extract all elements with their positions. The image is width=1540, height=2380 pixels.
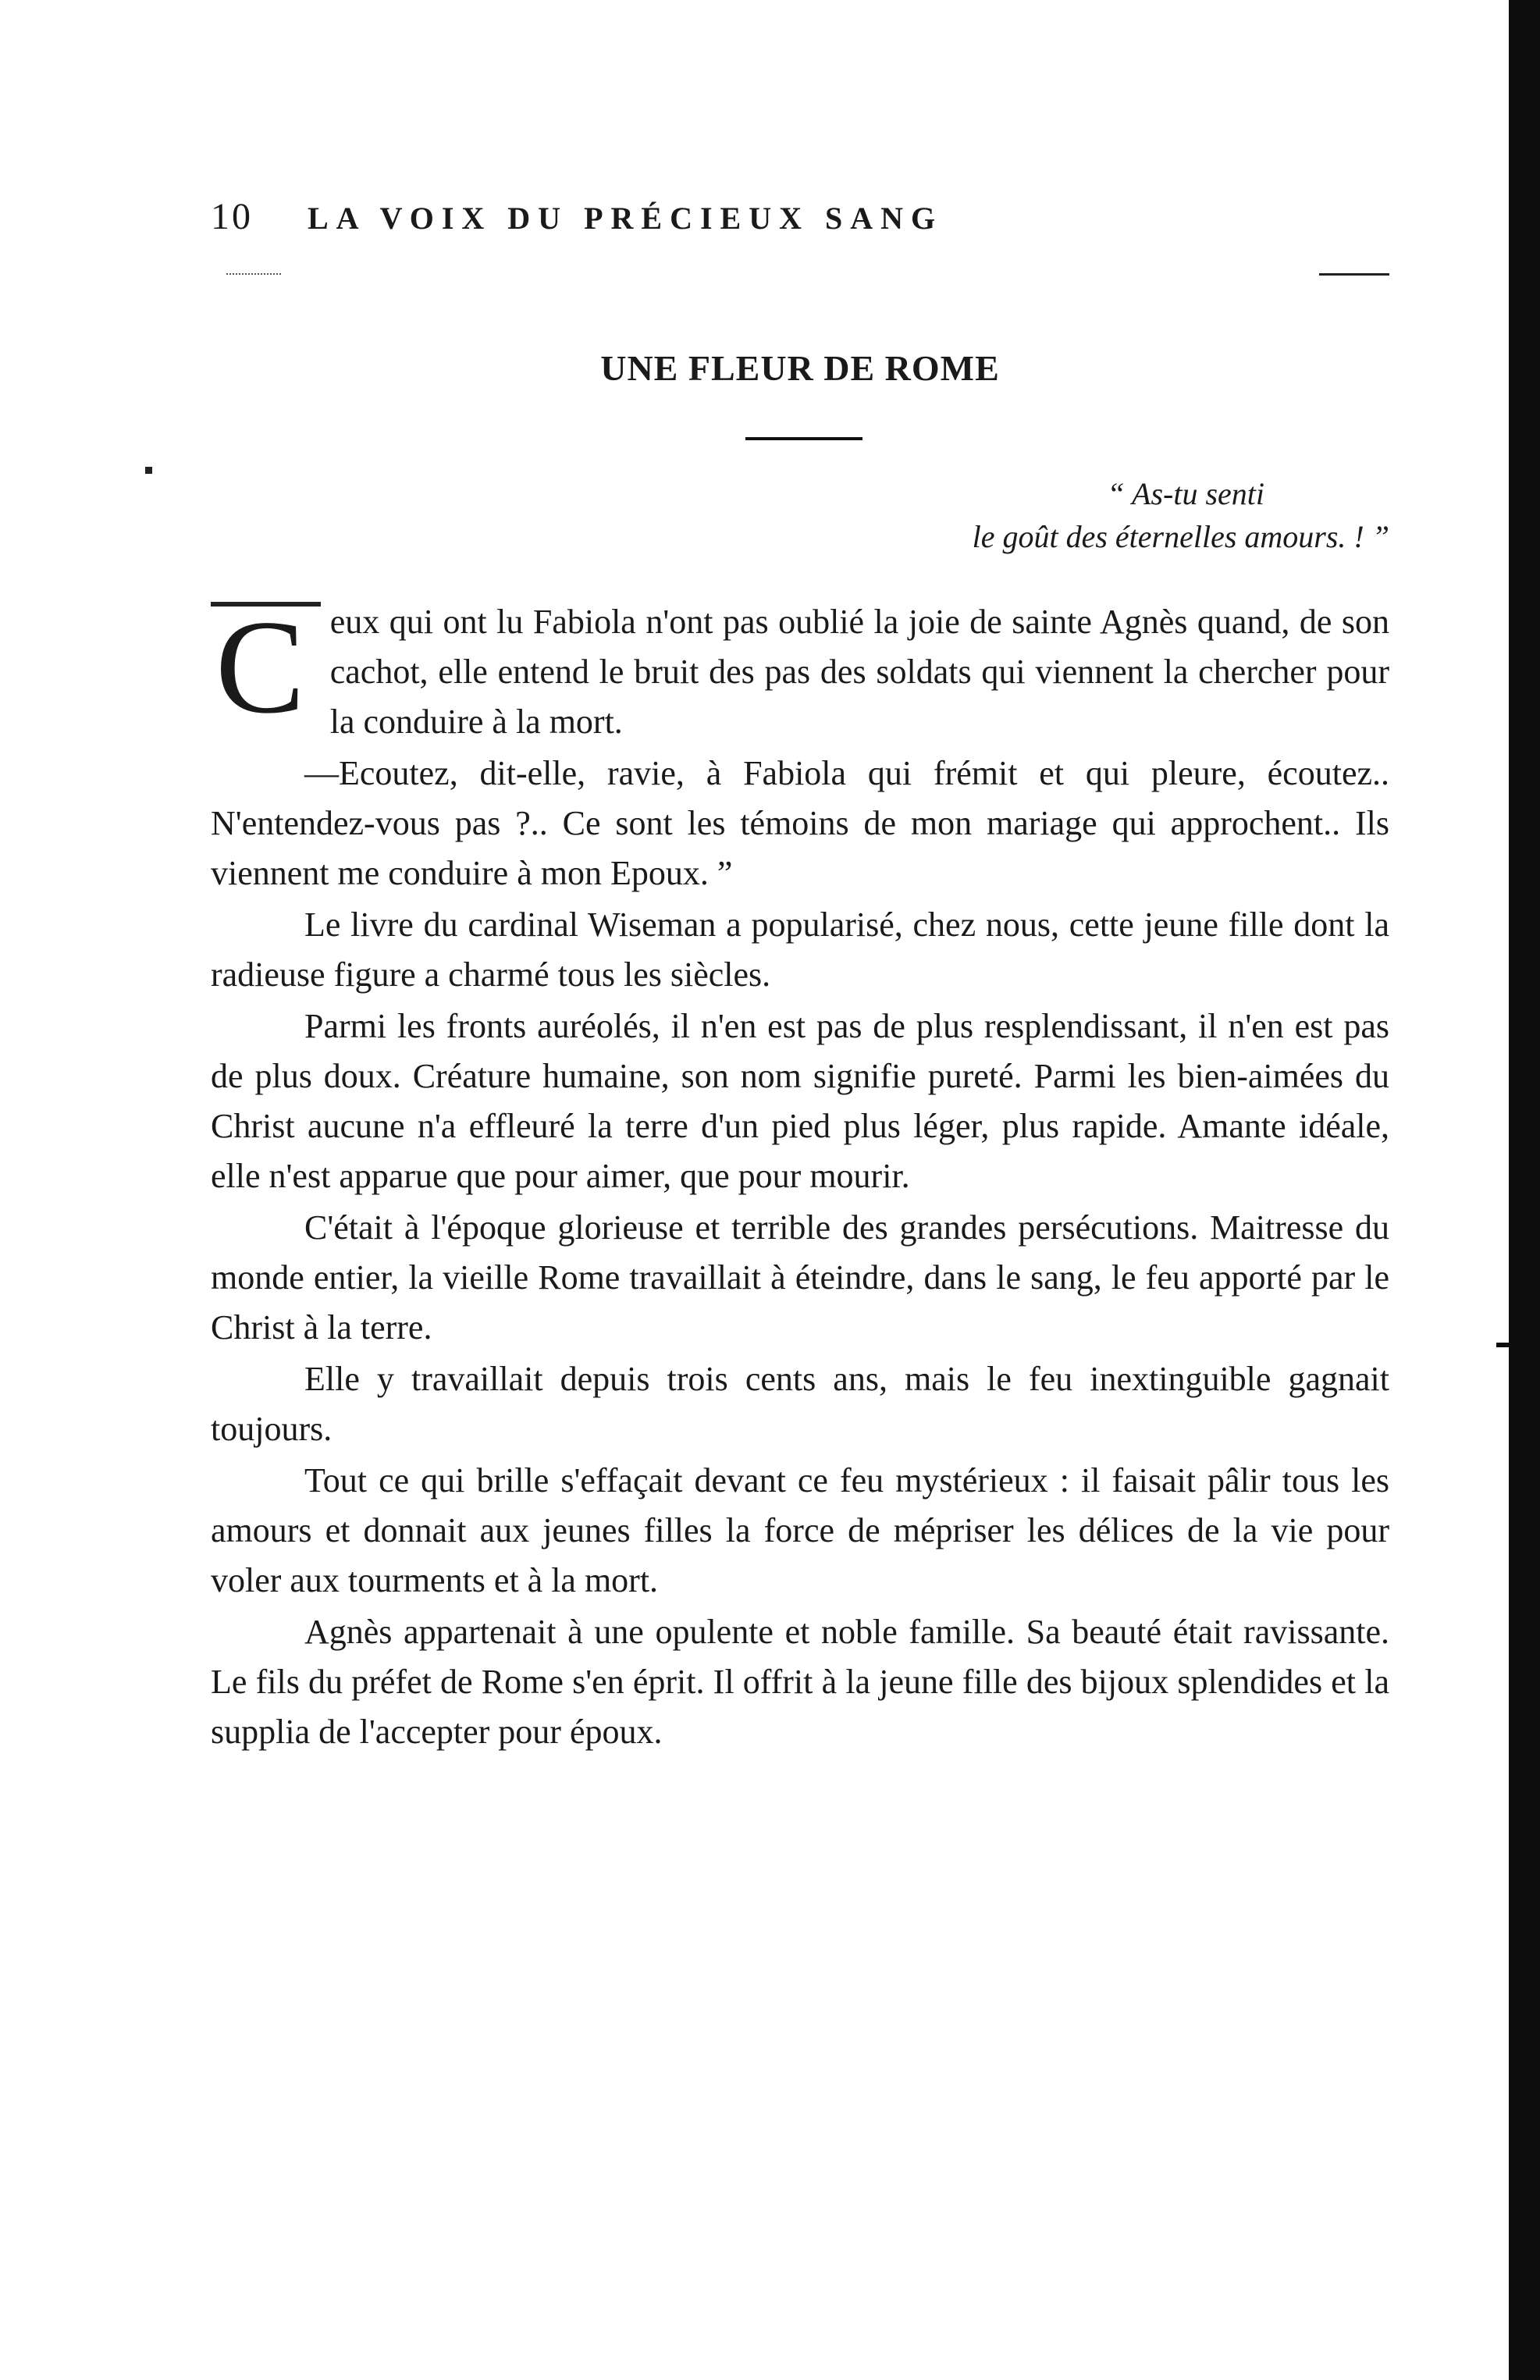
running-head (211, 195, 1389, 238)
margin-mark (145, 467, 152, 474)
epigraph-line: “ As-tu senti (1107, 476, 1264, 511)
paragraph: —Ecoutez, dit-elle, ravie, à Fabiola qui frémit et qui pleure, écoutez.. N'entendez-vous pas ?.. Ce sont les témoins de mon mariage qui approchent.. Ils viennent me conduire à mon Epoux. ” (211, 754, 1389, 892)
article-title: UNE FLEUR DE ROME (600, 348, 1000, 388)
epigraph (781, 472, 1389, 558)
epigraph-line: le goût des éternelles amours. ! ” (972, 519, 1389, 554)
paragraph: Le livre du cardinal Wiseman a popularisé, chez nous, cette jeune fille dont la radieuse figure a charmé tous les siècles. (211, 905, 1389, 994)
paragraph: Tout ce qui brille s'effaçait devant ce feu mystérieux : il faisait pâlir tous les amours et donnait aux jeunes filles la force de mépriser les délices de la vie pour voler aux tourments et à la mort. (211, 1461, 1389, 1599)
article-body (211, 593, 1389, 1759)
paragraph: C'était à l'époque glorieuse et terrible des grandes persécutions. Maitresse du monde entier, la vieille Rome travaillait à éteindre, dans le sang, le feu apporté par le Christ à la terre. (211, 1208, 1389, 1347)
drop-cap: C (211, 602, 321, 722)
header-rule (1319, 273, 1389, 276)
paragraph: Elle y travaillait depuis trois cents ans, mais le feu inextinguible gagnait toujours. (211, 1360, 1389, 1448)
page-edge-notch (1496, 1343, 1509, 1347)
page-edge-shadow (1509, 0, 1540, 2380)
paragraph (211, 593, 1389, 747)
title-rule (745, 437, 862, 440)
page-number: 10 (211, 196, 253, 237)
paragraph: Agnès appartenait à une opulente et noble famille. Sa beauté était ravissante. Le fils du préfet de Rome s'en éprit. Il offrit à la jeune fille des bijoux splendides et la supplia de l'accepter pour époux. (211, 1613, 1389, 1751)
running-title: LA VOIX DU PRÉCIEUX SANG (308, 201, 944, 236)
paragraph-text: eux qui ont lu Fabiola n'ont pas oublié la joie de sainte Agnès quand, de son cachot, elle entend le bruit des pas des soldats qui viennent la chercher pour la conduire à la mort. (329, 603, 1389, 741)
paragraph: Parmi les fronts auréolés, il n'en est pas de plus resplendissant, il n'en est pas de plus doux. Créature humaine, son nom signifie pureté. Parmi les bien-aimées du Christ aucune n'a effleuré la terre d'un pied plus léger, plus rapide. Amante idéale, elle n'est apparue que pour aimer, que pour mourir. (211, 1007, 1389, 1195)
header-dotted-rule (226, 273, 281, 275)
